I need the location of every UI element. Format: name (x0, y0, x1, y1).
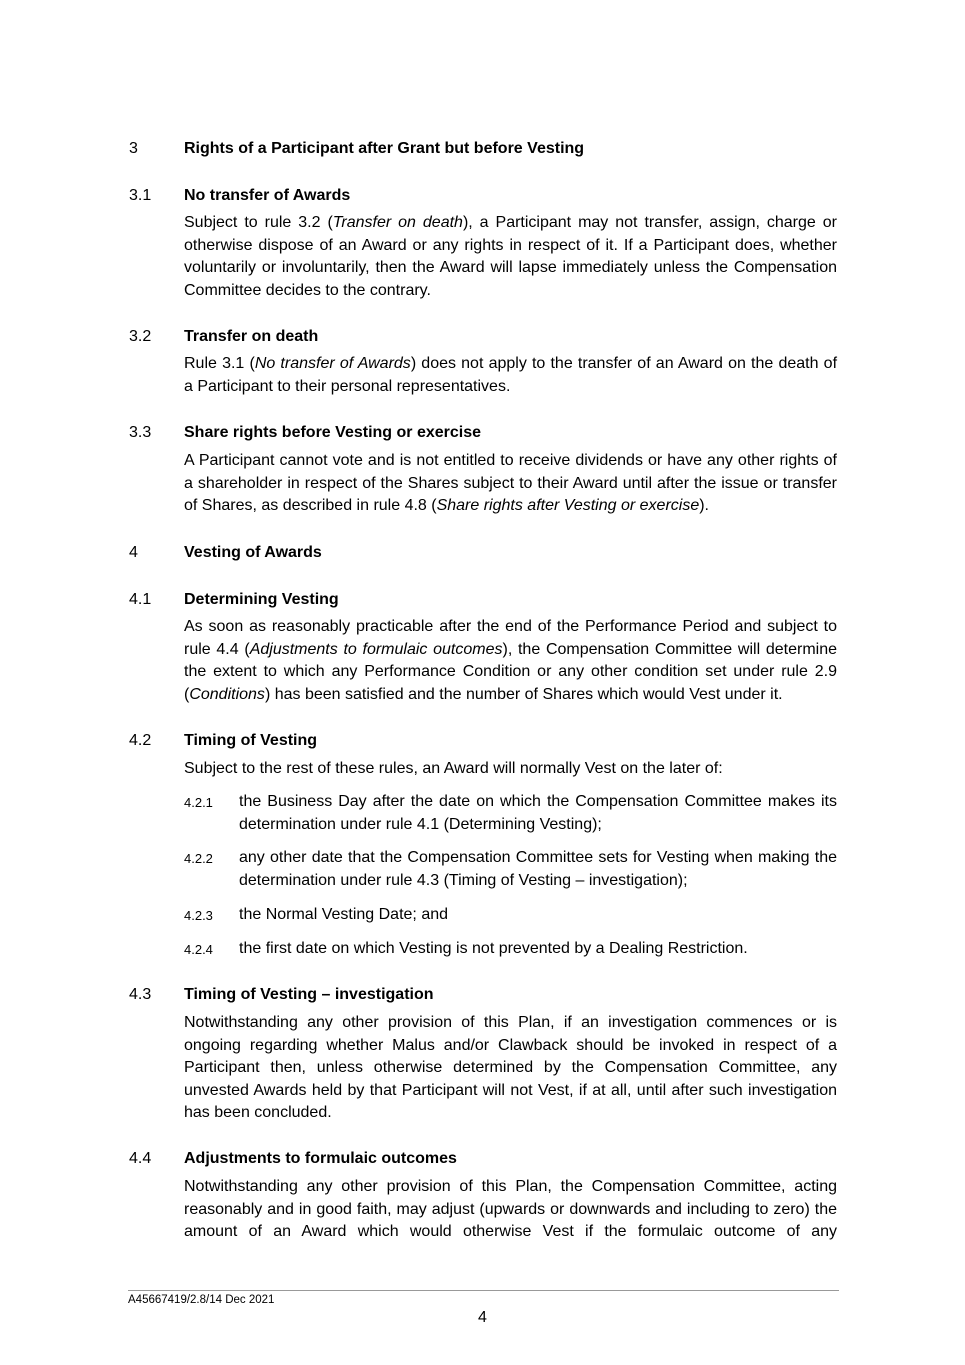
cross-reference: Adjustments to formulaic outcomes (249, 640, 503, 658)
clause-4-2-intro: Subject to the rest of these rules, an Award will normally Vest on the later of: (184, 760, 723, 777)
text-run: the Business Day after the date on which the Compensation Committee makes its determination under rule 4.1 ( (239, 793, 837, 833)
document-reference: A45667419/2.8/14 Dec 2021 (128, 1294, 275, 1306)
clause-number: 3.3 (129, 424, 152, 441)
clause-number: 3.2 (129, 328, 152, 345)
clause-number: 4.3 (129, 986, 152, 1003)
subclause-4-2-1-text (239, 791, 837, 836)
clause-4-3-text: Notwithstanding any other provision of this Plan, if an investigation commences or is ongoing regarding whether Malus and/or Clawback should be invoked in respect of a Participant then, unless otherwise determined by the Compensation Committee, any unvested Awards held by that Participant will not Vest, if at all, until after such investigation has been concluded. (184, 1014, 837, 1121)
subclause-number: 4.2.1 (184, 795, 213, 810)
cross-reference: Share rights after Vesting or exercise (436, 497, 700, 514)
clause-4-1-text (184, 616, 837, 706)
section-title: Rights of a Participant after Grant but before Vesting (184, 140, 585, 157)
text-run: ) has been satisfied and the number of Shares which would Vest under it. (264, 685, 783, 703)
clause-title: Adjustments to formulaic outcomes (184, 1150, 457, 1167)
cross-reference: No transfer of Awards (254, 355, 411, 372)
text-run: ) does not apply to the transfer of an Award on the death of a Participant to their personal representatives. (184, 355, 838, 395)
text-run: Subject to rule 3.2 ( (184, 214, 333, 231)
cross-reference: Transfer on death (332, 214, 463, 231)
text-run: ); (592, 815, 602, 833)
clause-title: Timing of Vesting (184, 732, 318, 749)
text-run: ), the Compensation Committee will determine the extent to which any Performance Condition or any other condition set under rule 2.9 ( (184, 640, 837, 703)
text-run: ); (677, 871, 688, 889)
text-run: Rule 3.1 ( (184, 355, 255, 372)
clause-title: Share rights before Vesting or exercise (184, 424, 482, 441)
cross-reference: Timing of Vesting – investigation (448, 871, 678, 889)
clause-4-4-text: Notwithstanding any other provision of this Plan, the Compensation Committee, acting reasonably and in good faith, may adjust (upwards or downwards and including to zero) the amount of an Award which would otherwise Vest if the formulaic outcome of any (184, 1178, 837, 1240)
subclause-number: 4.2.4 (184, 942, 213, 957)
clause-title: No transfer of Awards (184, 187, 351, 204)
section-title: Vesting of Awards (184, 544, 322, 561)
cross-reference: Conditions (189, 685, 265, 703)
subclause-number: 4.2.2 (184, 851, 213, 866)
text-run: any other date that the Compensation Committee sets for Vesting when making the determination under rule 4.3 ( (239, 849, 837, 889)
text-run: ). (699, 497, 709, 514)
page-number: 4 (478, 1309, 487, 1326)
subclause-number: 4.2.3 (184, 908, 213, 923)
subclause-4-2-2-text (239, 847, 837, 892)
clause-number: 4.1 (129, 591, 152, 608)
clause-3-2-text (184, 353, 837, 398)
text-run: A Participant cannot vote and is not entitled to receive dividends or have any other rights of a shareholder in respect of the Shares subject to their Award until after the issue or transfer of Shares, as described in rule 4.8 ( (184, 452, 837, 514)
clause-number: 3.1 (129, 187, 152, 204)
clause-3-3-text (184, 450, 837, 518)
section-number: 3 (129, 140, 138, 157)
subclause-4-2-3-text: the Normal Vesting Date; and (239, 906, 449, 923)
section-number: 4 (129, 544, 138, 561)
text-run: As soon as reasonably practicable after the end of the Performance Period and subject to rule 4.4 ( (184, 618, 837, 658)
clause-number: 4.4 (129, 1150, 152, 1167)
footer-divider (128, 1290, 839, 1291)
cross-reference: Determining Vesting (448, 815, 593, 833)
text-run: ), a Participant may not transfer, assign, charge or otherwise dispose of an Award or any rights in respect of it. If a Participant does, whether voluntarily or involuntarily, then the Award will lapse immediately unless the Compensation Committee decides to the contrary. (184, 214, 837, 299)
clause-number: 4.2 (129, 732, 152, 749)
clause-3-1-text (184, 212, 837, 302)
clause-title: Transfer on death (184, 328, 319, 345)
clause-title: Determining Vesting (184, 591, 339, 608)
subclause-4-2-4-text: the first date on which Vesting is not prevented by a Dealing Restriction. (239, 940, 748, 957)
clause-title: Timing of Vesting – investigation (184, 986, 434, 1003)
